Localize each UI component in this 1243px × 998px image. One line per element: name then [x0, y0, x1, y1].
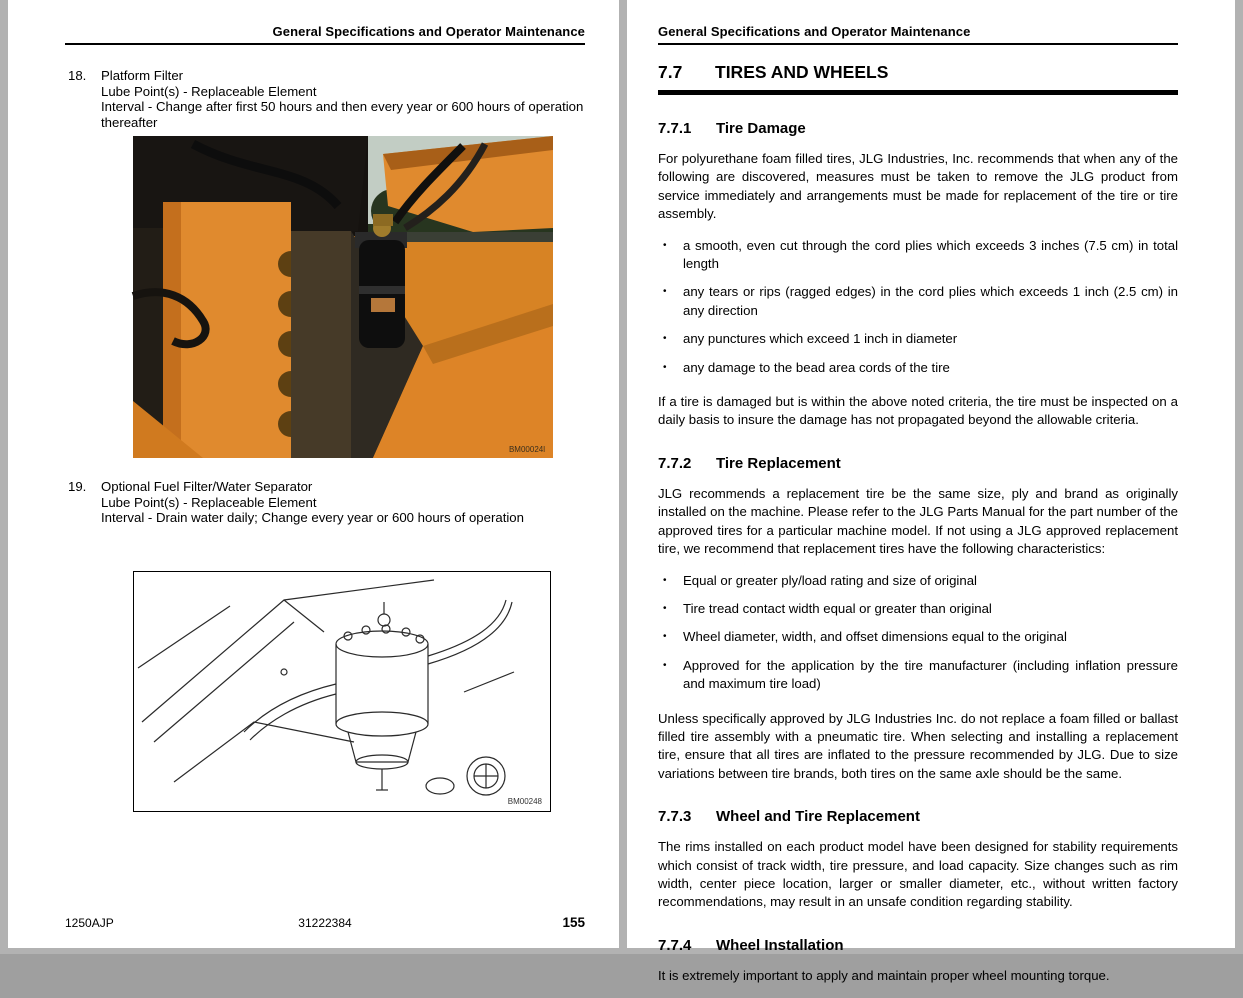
bullet-icon — [658, 237, 683, 274]
header-rule-left — [65, 43, 585, 45]
bullet-text: a smooth, even cut through the cord plies which exceeds 3 inches (7.5 cm) in total length — [683, 237, 1178, 272]
header-rule-right — [658, 43, 1178, 45]
bullet-text: Tire tread contact width equal or greater than original — [683, 600, 992, 616]
bullet-icon — [658, 572, 683, 590]
subsection-number: 7.7.1 — [658, 120, 692, 137]
bullet-icon — [658, 628, 683, 646]
paragraph: JLG recommends a replacement tire be the same size, ply and brand as originally installed on the machine. Please refer to the JLG Parts Manual for the part number of the approved tires for a particular machine model. If not using a JLG approved replacement tire, we recommend that replacement tires have the following characteristics: — [658, 485, 1178, 557]
bullet-text: any punctures which exceed 1 inch in diameter — [683, 331, 958, 347]
subsection-heading-7-7-1 — [658, 120, 1178, 137]
platform-filter-photo — [133, 136, 553, 458]
running-header-left: General Specifications and Operator Maintenance — [272, 24, 585, 39]
subsection-title: Wheel and Tire Replacement — [716, 808, 920, 826]
bullet-text: any tears or rips (ragged edges) in the cord plies which exceeds 1 inch (2.5 cm) in any direction — [683, 284, 1178, 318]
bullet-text: Approved for the application by the tire manufacturer (including inflation pressure and maximum tire load) — [683, 657, 1178, 692]
section-heading-7-7 — [658, 62, 1178, 83]
page-156 — [627, 0, 1235, 983]
item-text — [101, 68, 588, 130]
page-156-content — [658, 62, 1178, 998]
bullet-text: any damage to the bead area cords of the tire — [683, 359, 950, 375]
paragraph: Unless specifically approved by JLG Industries Inc. do not replace a foam filled or ballast filled tire assembly with a pneumatic tire. When selecting and installing a replacement tire, ensure that all tires are inflated to the pressure recommended by JLG. Due to size variations between tire brands, both tires on the same axle should be the same. — [658, 710, 1178, 781]
figure1-caption: BM00024l — [508, 445, 545, 454]
item-title: Optional Fuel Filter/Water Separator — [101, 479, 313, 494]
item-lube-point: Lube Point(s) - Replaceable Element — [101, 83, 317, 99]
item-number: 19. — [68, 479, 87, 494]
item-text — [101, 479, 588, 526]
list-item — [658, 330, 1178, 348]
subsection-heading-7-7-2 — [658, 455, 1178, 472]
list-item — [658, 359, 1178, 377]
fuel-filter-line-art — [134, 572, 550, 811]
list-item — [658, 657, 1178, 694]
bullet-list-tire-replacement — [658, 572, 1178, 694]
page-number: 155 — [562, 915, 585, 930]
section-number: 7.7 — [658, 62, 683, 82]
subsection-number: 7.7.4 — [658, 936, 692, 954]
bullet-list-tire-damage — [658, 237, 1178, 377]
bullet-icon — [658, 359, 683, 377]
paragraph: If a tire is damaged but is within the above noted criteria, the tire must be inspected on a daily basis to insure the damage has not propagated beyond the allowable criteria. — [658, 394, 1178, 428]
paragraph: It is extremely important to apply and maintain proper wheel mounting torque. — [658, 967, 1110, 983]
bullet-icon — [658, 600, 683, 618]
list-item — [658, 600, 1178, 618]
list-item — [658, 283, 1178, 320]
paragraph: For polyurethane foam filled tires, JLG Industries, Inc. recommends that when any of the following are discovered, measures must be taken to remove the JLG product from service immediately and arrangements must be made for replacement of the tire or tire assembly. — [658, 151, 1178, 222]
subsection-number: 7.7.3 — [658, 808, 692, 826]
item-number: 18. — [68, 68, 87, 83]
running-header-right: General Specifications and Operator Maintenance — [658, 24, 971, 39]
bullet-icon — [658, 657, 683, 694]
section-heading-bar — [658, 90, 1178, 95]
paragraph: The rims installed on each product model have been designed for stability requirements which consist of track width, tire pressure, and load capacity. Size changes such as rim width, center piece location, larger or smaller diameter, etc., without written factory recommendations, may result in an unsafe condition regarding stability. — [658, 839, 1178, 910]
footer-model: 1250AJP — [65, 916, 114, 930]
figure2-caption: BM00248 — [507, 797, 542, 806]
bullet-text: Equal or greater ply/load rating and size of original — [683, 572, 977, 588]
fuel-filter-line-drawing — [133, 571, 551, 812]
bullet-icon — [658, 283, 683, 320]
footer-left-page — [65, 915, 585, 930]
item-interval: Interval - Drain water daily; Change every year or 600 hours of operation — [101, 510, 524, 526]
list-item — [658, 572, 1178, 590]
footer-part-number: 31222384 — [298, 916, 352, 930]
item-title: Platform Filter — [101, 68, 184, 83]
list-item — [658, 628, 1178, 646]
section-title: TIRES AND WHEELS — [715, 62, 889, 82]
page-155 — [8, 0, 619, 948]
list-item-18 — [68, 68, 588, 130]
item-interval: Interval - Change after first 50 hours and then every year or 600 hours of operation thereafter — [101, 99, 584, 130]
subsection-heading-7-7-3 — [658, 808, 1178, 825]
subsection-number: 7.7.2 — [658, 454, 692, 472]
list-item-19 — [68, 479, 588, 526]
item-lube-point: Lube Point(s) - Replaceable Element — [101, 494, 317, 510]
subsection-title: Wheel Installation — [716, 936, 844, 954]
bullet-icon — [658, 330, 683, 348]
subsection-title: Tire Replacement — [716, 454, 841, 472]
subsection-title: Tire Damage — [716, 120, 806, 137]
platform-filter-photo-art — [133, 136, 553, 458]
subsection-heading-7-7-4 — [658, 937, 1178, 954]
bullet-text: Wheel diameter, width, and offset dimensions equal to the original — [683, 629, 1067, 645]
list-item — [658, 237, 1178, 274]
